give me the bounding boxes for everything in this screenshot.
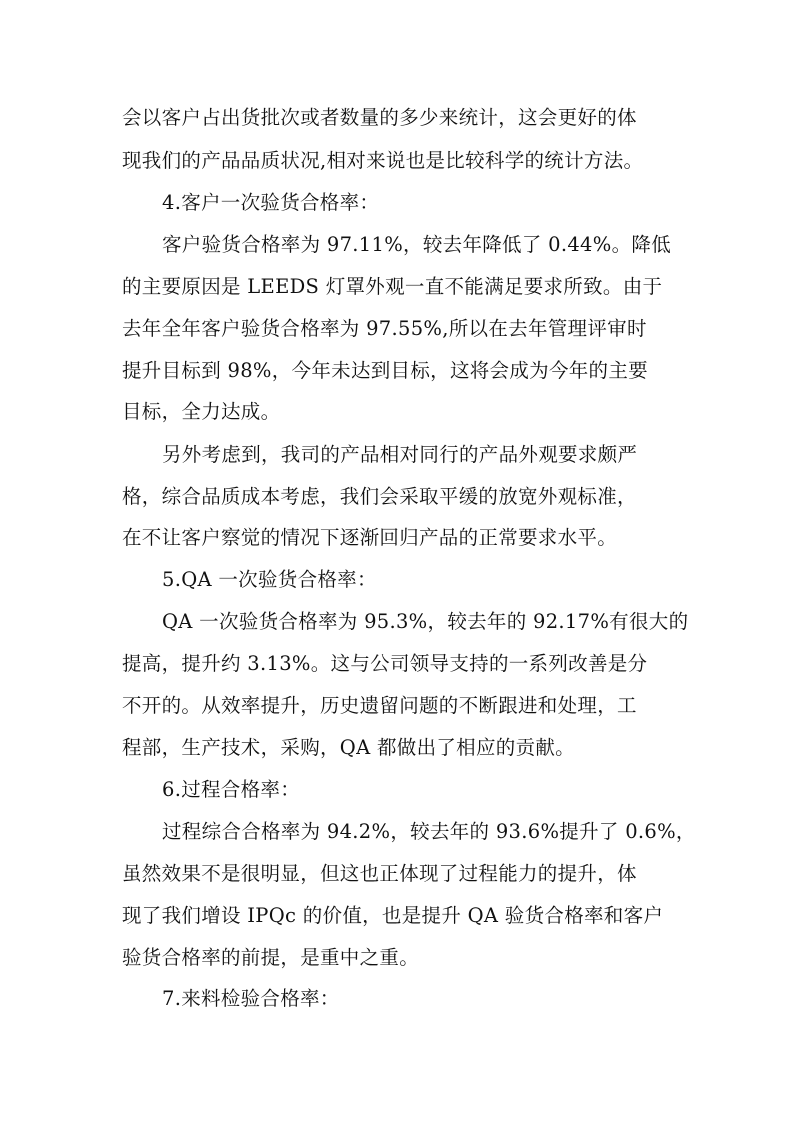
text-line: 验货合格率的前提，是重中之重。 — [122, 946, 420, 969]
text-line: 目标，全力达成。 — [122, 400, 281, 423]
text-line: 提高，提升约 3.13%。这与公司领导支持的一系列改善是分 — [122, 652, 648, 675]
text-line: 提升目标到 98%，今年未达到目标，这将会成为今年的主要 — [122, 359, 648, 382]
text-line: 客户验货合格率为 97.11%，较去年降低了 0.44%。降低 — [162, 233, 671, 256]
text-line: 去年全年客户验货合格率为 97.55%,所以在去年管理评审时 — [122, 317, 647, 340]
text-line: 现我们的产品品质状况,相对来说也是比较科学的统计方法。 — [122, 149, 644, 172]
text-line: 程部，生产技术，采购，QA 都做出了相应的贡献。 — [122, 736, 575, 759]
section-heading: 5.QA 一次验货合格率： — [162, 568, 377, 591]
text-line: 另外考虑到，我司的产品相对同行的产品外观要求颇严 — [162, 443, 638, 466]
section-heading: 4.客户一次验货合格率： — [162, 191, 380, 214]
text-line: 不开的。从效率提升，历史遗留问题的不断跟进和处理，工 — [122, 694, 637, 717]
section-heading: 7.来料检验合格率： — [162, 987, 340, 1010]
text-line: QA 一次验货合格率为 95.3%，较去年的 92.17%有很大的 — [162, 610, 689, 633]
text-line: 的主要原因是 LEEDS 灯罩外观一直不能满足要求所致。由于 — [122, 275, 663, 298]
text-line: 虽然效果不是很明显，但这也正体现了过程能力的提升，体 — [122, 862, 637, 885]
section-heading: 6.过程合格率： — [162, 778, 301, 801]
text-line: 现了我们增设 IPQc 的价值，也是提升 QA 验货合格率和客户 — [122, 904, 664, 927]
text-line: 在不让客户察觉的情况下逐渐回归产品的正常要求水平。 — [122, 526, 618, 549]
text-line: 格，综合品质成本考虑，我们会采取平缓的放宽外观标准， — [122, 485, 637, 508]
text-line: 会以客户占出货批次或者数量的多少来统计，这会更好的体 — [122, 106, 637, 129]
text-line: 过程综合合格率为 94.2%，较去年的 93.6%提升了 0.6%， — [162, 820, 696, 843]
